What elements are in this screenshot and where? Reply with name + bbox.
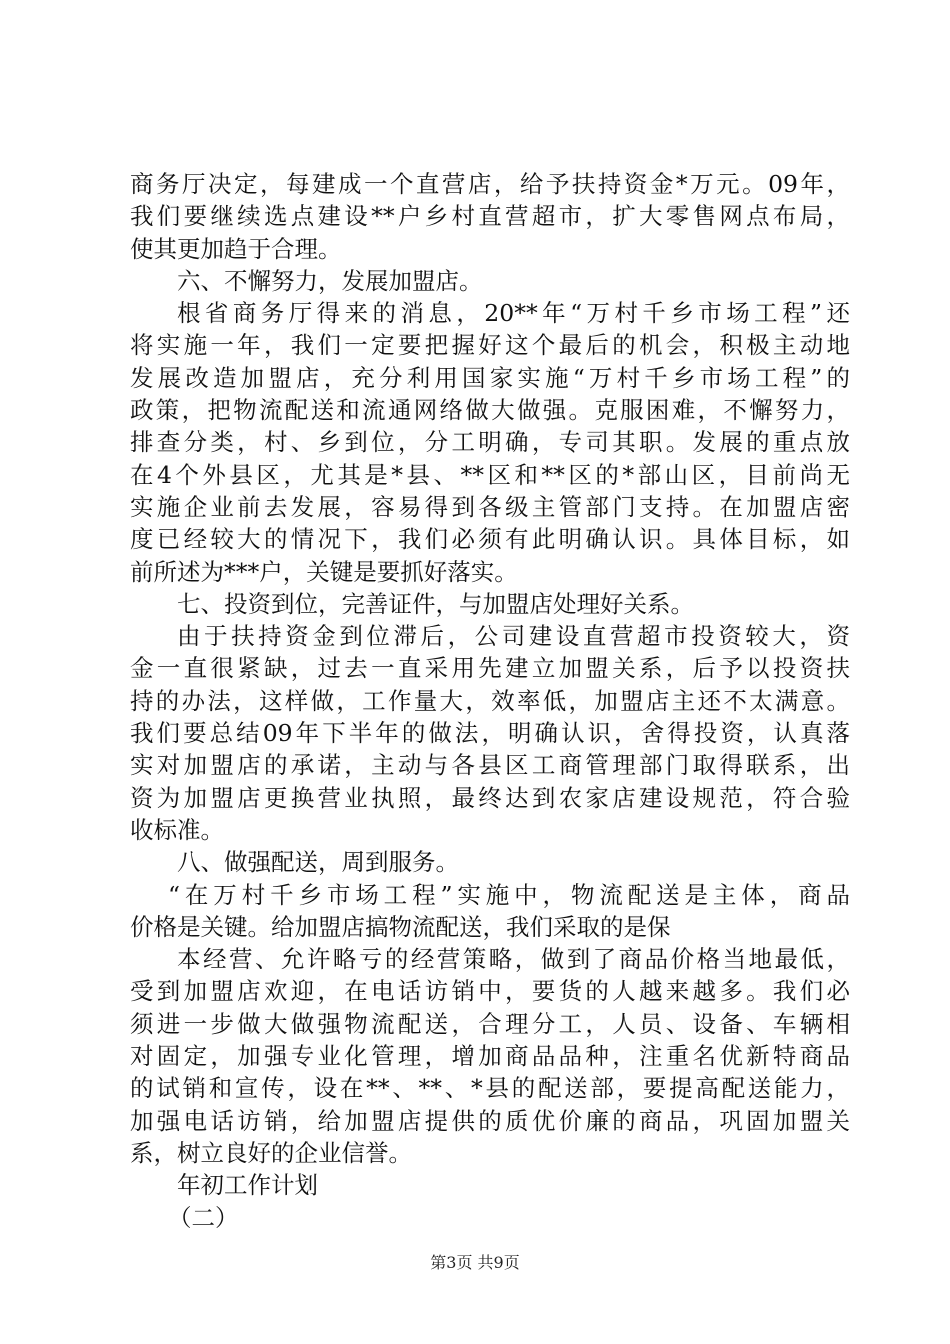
- text-line: 排查分类，村、乡到位，分工明确，专司其职。发展的重点放: [130, 428, 850, 457]
- text-line: 实施企业前去发展，容易得到各级主管部门支持。在加盟店密: [130, 492, 850, 521]
- text-line: 本经营、允许略亏的经营策略，做到了商品价格当地最低，: [177, 945, 850, 974]
- page-number-footer: 第3页 共9页: [430, 1253, 520, 1272]
- text-line: “在万村千乡市场工程”实施中，物流配送是主体，商品: [168, 880, 850, 909]
- text-line: 资为加盟店更换营业执照，最终达到农家店建设规范，符合验: [130, 783, 850, 812]
- text-line: 收标准。: [130, 815, 224, 844]
- section-number: （二）: [168, 1203, 239, 1232]
- text-line: 持的办法，这样做，工作量大，效率低，加盟店主还不太满意。: [130, 686, 850, 715]
- text-line: 受到加盟店欢迎，在电话访销中，要货的人越来越多。我们必: [130, 977, 850, 1006]
- text-line: 度已经较大的情况下，我们必须有此明确认识。具体目标，如: [130, 525, 850, 554]
- text-line: 政策，把物流配送和流通网络做大做强。克服困难，不懈努力，: [130, 396, 850, 425]
- text-line: 我们要继续选点建设**户乡村直营超市，扩大零售网点布局，: [130, 202, 850, 231]
- text-line: 将实施一年，我们一定要把握好这个最后的机会，积极主动地: [130, 331, 850, 360]
- text-line: 的试销和宣传，设在**、**、*县的配送部，要提高配送能力，: [130, 1074, 850, 1103]
- text-line: 在4个外县区，尤其是*县、**区和**区的*部山区，目前尚无: [130, 460, 850, 489]
- text-line: 发展改造加盟店，充分利用国家实施“万村千乡市场工程”的: [130, 363, 850, 392]
- text-line: 价格是关键。给加盟店搞物流配送，我们采取的是保: [130, 912, 671, 941]
- section-heading-8: 八、做强配送，周到服务。: [177, 848, 459, 877]
- text-line: 由于扶持资金到位滞后，公司建设直营超市投资较大，资: [177, 622, 850, 651]
- text-line: 须进一步做大做强物流配送，合理分工，人员、设备、车辆相: [130, 1009, 850, 1038]
- text-line: 对固定，加强专业化管理，增加商品品种，注重名优新特商品: [130, 1042, 850, 1071]
- text-line: 根省商务厅得来的消息，20**年“万村千乡市场工程”还: [177, 299, 850, 328]
- text-line: 我们要总结09年下半年的做法，明确认识，舍得投资，认真落: [130, 719, 850, 748]
- text-line: 实对加盟店的承诺，主动与各县区工商管理部门取得联系，出: [130, 751, 850, 780]
- text-line: 加强电话访销，给加盟店提供的质优价廉的商品，巩固加盟关: [130, 1106, 850, 1135]
- text-line: 系，树立良好的企业信誉。: [130, 1138, 412, 1167]
- plan-title: 年初工作计划: [177, 1171, 318, 1200]
- section-heading-6: 六、不懈努力，发展加盟店。: [177, 266, 483, 295]
- section-heading-7: 七、投资到位，完善证件，与加盟店处理好关系。: [177, 589, 694, 618]
- text-line: 前所述为***户，关键是要抓好落实。: [130, 557, 518, 586]
- text-line: 使其更加趋于合理。: [130, 234, 342, 263]
- text-line: 金一直很紧缺，过去一直采用先建立加盟关系，后予以投资扶: [130, 654, 850, 683]
- document-body: [130, 168, 850, 1234]
- text-line: 商务厅决定，每建成一个直营店，给予扶持资金*万元。09年，: [130, 170, 850, 198]
